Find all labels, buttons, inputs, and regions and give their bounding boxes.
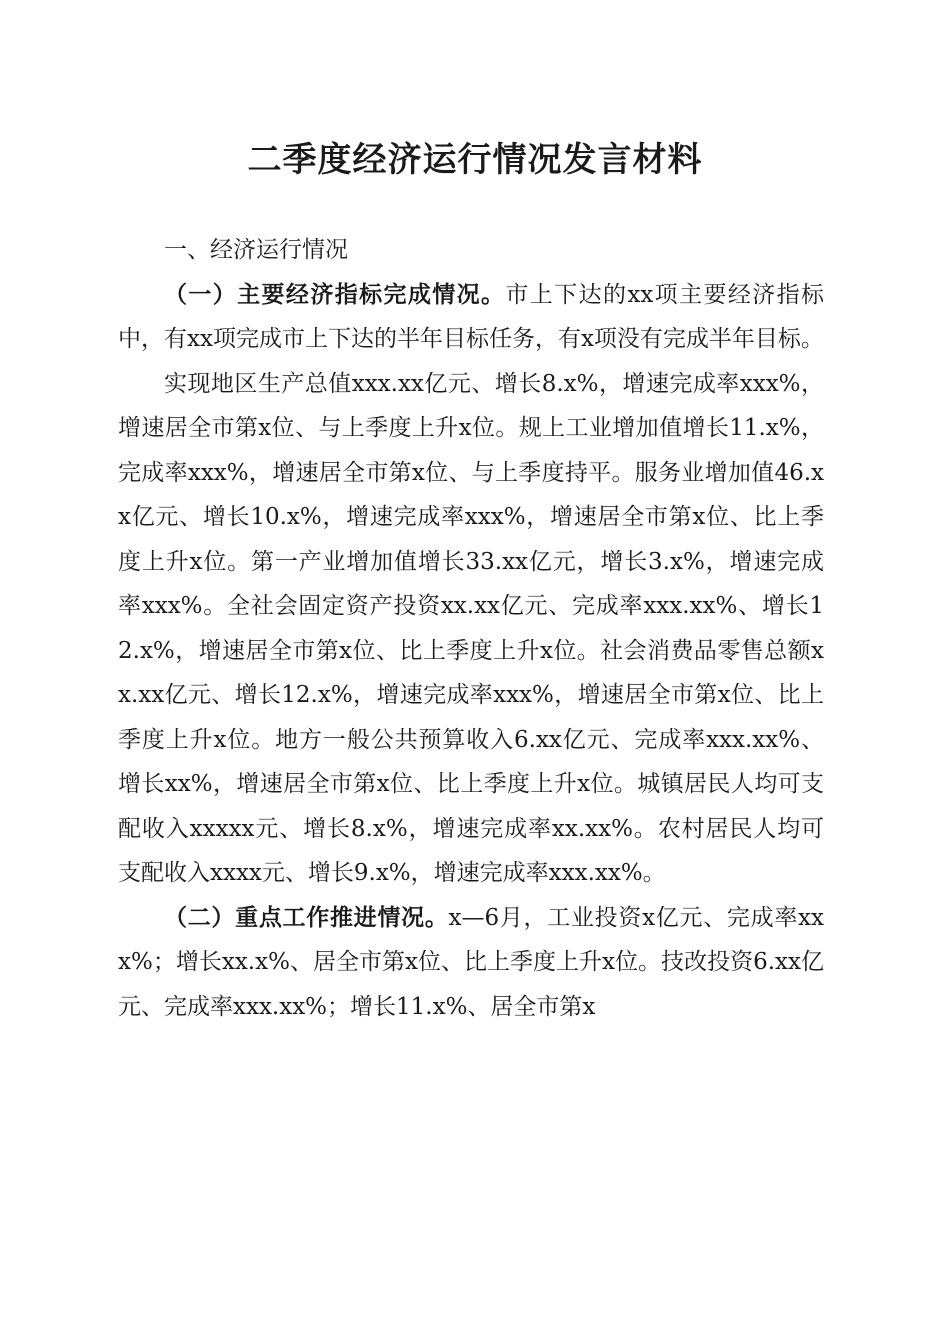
document-title: 二季度经济运行情况发言材料 — [247, 140, 703, 180]
paragraph-text: x—6月，工业投资x亿元、完成率xxx%；增长xx.x%、居全市第x位、比上季度上升x位。技改投资6.xx亿元、完成率xxx.xx%；增长11.x%、居全市第x — [118, 904, 824, 1020]
document-body — [118, 228, 824, 1029]
paragraph-text: 市上下达的xx项主要经济指标中，有xx项完成市上下达的半年目标任务，有x项没有完成半年目标。 — [118, 281, 825, 352]
subsection-heading: （二）重点工作推进情况。 — [164, 903, 449, 931]
subsection-heading: （一）主要经济指标完成情况。 — [164, 280, 506, 308]
section-heading: 一、经济运行情况 — [164, 237, 348, 263]
paragraph-key-work — [118, 896, 824, 1030]
paragraph-main-indicators — [118, 273, 824, 362]
paragraph-indicator-details: 实现地区生产总值xxx.xx亿元、增长8.x%，增速完成率xxx%，增速居全市第x位、与上季度上升x位。规上工业增加值增长11.x%，完成率xxx%，增速居全市第x位、与上季度持平。服务业增加值46.xx亿元、增长10.x%，增速完成率xxx%，增速居全市第x位、比上季度上升x位。第一产业增加值增长33.xx亿元，增长3.x%，增速完成率xxx%。全社会固定资产投资xx.xx亿元、完成率xxx.xx%、增长12.x%，增速居全市第x位、比上季度上升x位。社会消费品零售总额xx.xx亿元、增长12.x%，增速完成率xxx%，增速居全市第x位、比上季度上升x位。地方一般公共预算收入6.xx亿元、完成率xxx.xx%、增长xx%，增速居全市第x位、比上季度上升x位。城镇居民人均可支配收入xxxxx元、增长8.x%，增速完成率xx.xx%。农村居民人均可支配收入xxxx元、增长9.x%，增速完成率xxx.xx%。 — [118, 370, 824, 886]
